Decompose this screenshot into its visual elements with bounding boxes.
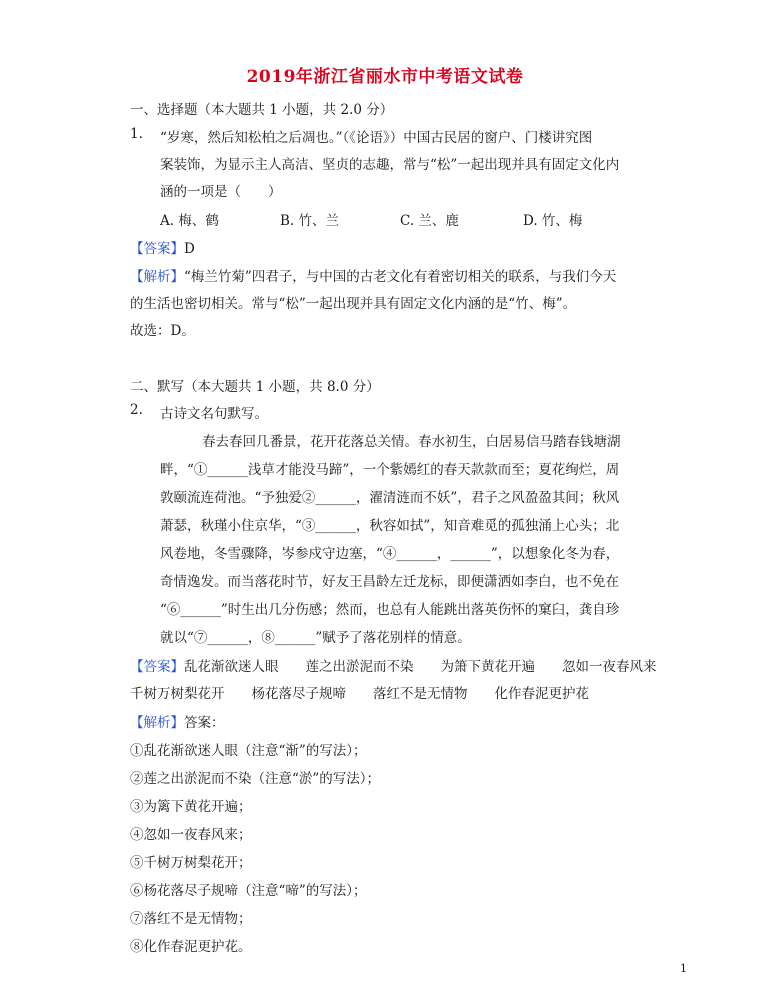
section2-heading: 二、默写（本大题共 1 小题，共 8.0 分） — [130, 379, 380, 395]
answer-value: D — [184, 241, 195, 257]
answer-label: 【答案】 — [130, 241, 184, 257]
passage-line-2: 畔，“①______浅草才能没马蹄”，一个紫嫣红的春天款款而至；夏花绚烂，周 — [160, 462, 620, 478]
analysis-label: 【解析】 — [130, 269, 184, 285]
analysis-item-2: ②莲之出淤泥而不染（注意“淤”的写法）； — [130, 771, 381, 787]
q2-answer-line-2: 千树万树梨花开 杨花落尽子规啼 落红不是无情物 化作春泥更护花 — [130, 686, 589, 702]
q1-analysis-line-3: 故选：D。 — [130, 323, 195, 339]
q1-analysis-line-2: 的生活也密切相关。常与“松”一起出现并具有固定文化内涵的是“竹、梅”。 — [130, 296, 577, 312]
passage-line-7: “⑥______”时生出几分伤感；然而，也总有人能跳出落英伤怀的窠臼，龚自珍 — [160, 602, 620, 618]
q1-option-c: C. 兰、鹿 — [400, 213, 459, 229]
q1-analysis-line-1 — [130, 265, 616, 285]
passage-line-1: 春去春回几番景，花开花落总关情。春水初生，白居易信马踏春钱塘湖 — [202, 434, 621, 450]
answer-label: 【答案】 — [130, 659, 184, 675]
passage-line-4: 萧瑟，秋瑾小住京华，“③______，秋容如拭”，知音难觅的孤独涌上心头；北 — [160, 518, 620, 534]
q2-number: 2. — [130, 402, 143, 418]
analysis-item-6: ⑥杨花落尽子规啼（注意“啼”的写法）； — [130, 883, 367, 899]
q1-line-3: 涵的一项是（ ） — [160, 184, 282, 200]
analysis-item-4: ④忽如一夜春风来； — [130, 827, 252, 843]
answer-text: 乱花渐欲迷人眼 莲之出淤泥而不染 为箫下黄花开遍 忽如一夜春风来 — [184, 659, 657, 675]
page-number: 1 — [680, 962, 687, 975]
analysis-item-7: ⑦落红不是无情物； — [130, 911, 252, 927]
q1-answer — [130, 237, 195, 257]
q1-number: 1. — [130, 126, 143, 142]
passage-line-5: 风卷地，冬雪骤降，岑参戍守边塞，“④______，______”，以想象化冬为春， — [160, 546, 620, 562]
analysis-item-1: ①乱花渐欲迷人眼（注意“渐”的写法）； — [130, 743, 367, 759]
page-title: 2019年浙江省丽水市中考语文试卷 — [246, 67, 524, 87]
q2-text: 古诗文名句默写。 — [160, 406, 268, 422]
analysis-text: “梅兰竹菊”四君子，与中国的古老文化有着密切相关的联系，与我们今天 — [184, 269, 617, 285]
analysis-item-3: ③为篱下黄花开遍； — [130, 799, 252, 815]
q1-line-1: “岁寒，然后知松柏之后凋也。”（《论语》）中国古民居的窗户、门楼讲究图 — [160, 130, 593, 146]
analysis-item-8: ⑧化作春泥更护花。 — [130, 939, 252, 955]
q2-answer-line-1 — [130, 655, 657, 675]
passage-line-6: 奇情逸发。而当落花时节，好友王昌龄左迁龙标，即便潇洒如李白，也不免在 — [160, 574, 619, 590]
passage-line-3: 敦颐流连荷池。“予独爱②______，濯清涟而不妖”，君子之风盈盈其间；秋风 — [160, 490, 620, 506]
q1-line-2: 案装饰，为显示主人高洁、坚贞的志趣，常与“松”一起出现并具有固定文化内 — [160, 157, 620, 173]
analysis-label: 【解析】 — [130, 715, 184, 731]
q1-option-b: B. 竹、兰 — [280, 213, 340, 229]
q1-option-a: A. 梅、鹤 — [160, 213, 219, 229]
q2-analysis-head — [130, 711, 225, 731]
q1-option-d: D. 竹、梅 — [523, 213, 583, 229]
passage-line-8: 就以“⑦______，⑧______”赋予了落花别样的情意。 — [160, 630, 471, 646]
section1-heading: 一、选择题（本大题共 1 小题，共 2.0 分） — [130, 102, 394, 118]
analysis-item-5: ⑤千树万树梨花开； — [130, 855, 252, 871]
analysis-head-text: 答案： — [184, 715, 225, 731]
